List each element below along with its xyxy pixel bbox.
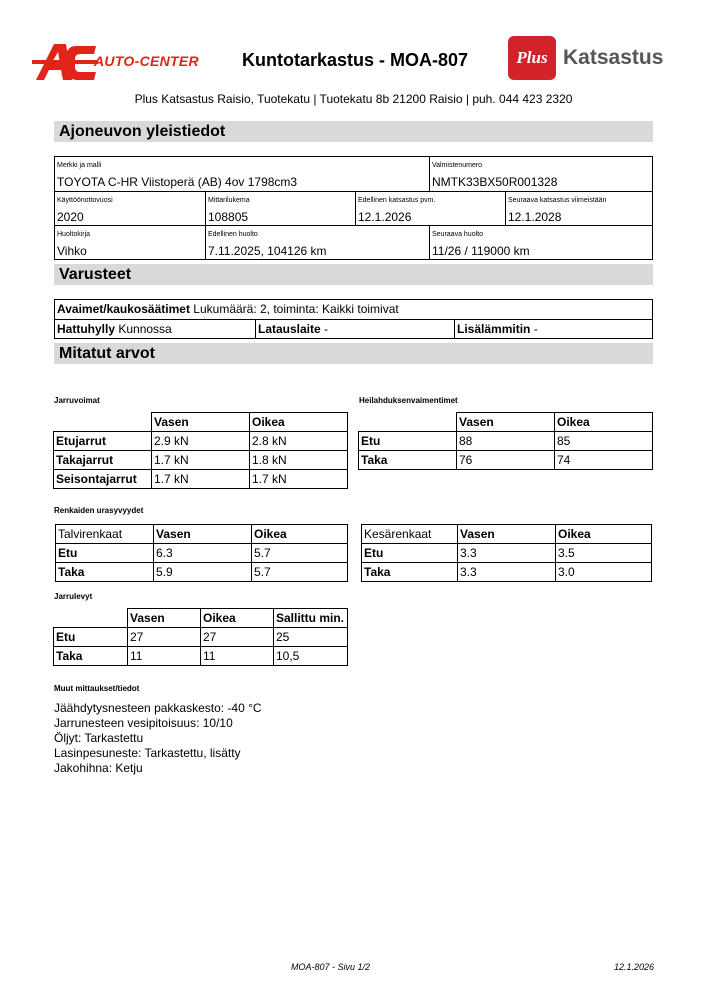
table-row [54, 609, 348, 628]
last-service-label: Edellinen huolto [208, 231, 258, 238]
brakes-col-right: Oikea [250, 413, 348, 432]
summer-tires-head: Kesärenkaat [362, 525, 458, 544]
winter-row-label: Etu [56, 544, 154, 563]
table-row [56, 563, 348, 582]
misc-line: Jäähdytysnesteen pakkaskesto: -40 °C [54, 701, 262, 715]
shocks-row-label: Etu [359, 432, 457, 451]
winter-col-left: Vasen [154, 525, 252, 544]
summer-right-value: 3.5 [556, 544, 652, 563]
page-header [30, 36, 675, 86]
document-title: Kuntotarkastus - MOA-807 [242, 50, 469, 70]
winter-right-value: 5.7 [252, 544, 348, 563]
discs-right-value: 27 [201, 628, 274, 647]
make-cell [55, 157, 429, 191]
winter-tires-table [55, 524, 348, 582]
shocks-col-left: Vasen [457, 413, 555, 432]
vin-value: NMTK33BX50R001328 [432, 175, 558, 189]
next-inspection-label: Seuraava katsastus viimeistään [508, 197, 607, 204]
auto-center-logo-text: AUTO-CENTER [94, 53, 199, 69]
odometer-value: 108805 [208, 210, 249, 224]
shocks-right-value: 74 [555, 451, 653, 470]
year-cell [55, 192, 205, 225]
heater-value: - [533, 322, 538, 336]
equipment-row [55, 300, 652, 319]
charger-value: - [324, 322, 329, 336]
shocks-table [358, 412, 653, 470]
brakes-col-left: Vasen [152, 413, 250, 432]
brakes-row-label: Etujarrut [54, 432, 152, 451]
discs-min-value: 10,5 [274, 647, 348, 666]
year-value: 2020 [57, 210, 84, 224]
brakes-right-value: 2.8 kN [250, 432, 348, 451]
table-row [54, 451, 348, 470]
summer-left-value: 3.3 [458, 544, 556, 563]
discs-col-left: Vasen [128, 609, 201, 628]
table-row [359, 432, 653, 451]
vehicle-info-row [55, 157, 652, 191]
section-title-measured: Mitatut arvot [54, 343, 653, 364]
winter-left-value: 6.3 [154, 544, 252, 563]
vin-cell [429, 157, 652, 191]
discs-col-min: Sallittu min. [274, 609, 348, 628]
last-service-cell [205, 226, 429, 259]
plus-logo-badge: Plus [508, 36, 556, 80]
next-service-label: Seuraava huolto [432, 231, 483, 238]
keys-value: Lukumäärä: 2, toiminta: Kaikki toimivat [193, 302, 399, 316]
summer-row-label: Taka [362, 563, 458, 582]
winter-tires-head: Talvirenkaat [56, 525, 154, 544]
table-row [359, 413, 653, 432]
misc-line: Lasinpesuneste: Tarkastettu, lisätty [54, 746, 241, 760]
rack-label: Hattuhylly [57, 322, 116, 336]
misc-title: Muut mittaukset/tiedot [54, 684, 140, 693]
shocks-title: Heilahduksenvaimentimet [359, 396, 458, 405]
last-inspection-label: Edellinen katsastus pvm. [358, 197, 436, 204]
table-row [362, 544, 652, 563]
heater-cell [454, 320, 652, 338]
next-inspection-value: 12.1.2028 [508, 210, 562, 224]
page-number: MOA-807 - Sivu 1/2 [291, 962, 371, 972]
summer-col-left: Vasen [458, 525, 556, 544]
misc-line: Jakohihna: Ketju [54, 761, 143, 775]
summer-col-right: Oikea [556, 525, 652, 544]
shocks-left-value: 76 [457, 451, 555, 470]
odometer-cell [205, 192, 355, 225]
table-row [54, 470, 348, 489]
rack-value: Kunnossa [118, 322, 172, 336]
winter-col-right: Oikea [252, 525, 348, 544]
footer-date: 12.1.2026 [614, 962, 655, 972]
servicebook-cell [55, 226, 205, 259]
misc-list [54, 701, 262, 776]
brakes-left-value: 2.9 kN [152, 432, 250, 451]
discs-right-value: 11 [201, 647, 274, 666]
tires-title: Renkaiden urasyvyydet [54, 506, 144, 515]
table-row [56, 525, 348, 544]
table-row [54, 647, 348, 666]
vehicle-info-row [55, 191, 652, 225]
brakes-left-value: 1.7 kN [152, 451, 250, 470]
table-row [362, 563, 652, 582]
make-value: TOYOTA C-HR Viistoperä (AB) 4ov 1798cm3 [57, 175, 298, 189]
table-row [362, 525, 652, 544]
shocks-left-value: 88 [457, 432, 555, 451]
brakes-row-label: Takajarrut [54, 451, 152, 470]
charger-label: Latauslaite [258, 322, 321, 336]
vehicle-info-row [55, 225, 652, 259]
equipment-row [55, 319, 652, 338]
winter-left-value: 5.9 [154, 563, 252, 582]
discs-left-value: 27 [128, 628, 201, 647]
odometer-label: Mittarilukema [208, 197, 250, 204]
misc-line: Öljyt: Tarkastettu [54, 731, 144, 745]
brakes-row-label: Seisontajarrut [54, 470, 152, 489]
table-row [54, 413, 348, 432]
table-row [54, 432, 348, 451]
winter-row-label: Taka [56, 563, 154, 582]
discs-row-label: Etu [54, 628, 128, 647]
discs-table [53, 608, 348, 666]
vehicle-info-grid [54, 156, 653, 260]
discs-left-value: 11 [128, 647, 201, 666]
table-row [56, 544, 348, 563]
last-inspection-cell [355, 192, 505, 225]
equipment-table [54, 299, 653, 339]
brakes-right-value: 1.8 kN [250, 451, 348, 470]
keys-label: Avaimet/kaukosäätimet [57, 302, 190, 316]
summer-row-label: Etu [362, 544, 458, 563]
discs-col-right: Oikea [201, 609, 274, 628]
brakes-right-value: 1.7 kN [250, 470, 348, 489]
section-title-equipment: Varusteet [54, 264, 653, 285]
misc-line: Jarrunesteen vesipitoisuus: 10/10 [54, 716, 233, 730]
keys-cell [55, 300, 652, 319]
company-info: Plus Katsastus Raisio, Tuotekatu | Tuotekatu 8b 21200 Raisio | puh. 044 423 2320 [134, 92, 573, 106]
table-row [54, 628, 348, 647]
katsastus-logo-text: Katsastus [563, 46, 664, 69]
shocks-right-value: 85 [555, 432, 653, 451]
last-inspection-value: 12.1.2026 [358, 210, 412, 224]
next-service-value: 11/26 / 119000 km [432, 244, 530, 258]
shocks-row-label: Taka [359, 451, 457, 470]
summer-right-value: 3.0 [556, 563, 652, 582]
summer-tires-table [361, 524, 652, 582]
servicebook-value: Vihko [57, 244, 87, 258]
charger-cell [255, 320, 454, 338]
brakes-left-value: 1.7 kN [152, 470, 250, 489]
year-label: Käyttöönottovuosi [57, 197, 113, 204]
vin-label: Valmistenumero [432, 162, 483, 169]
brakes-title: Jarruvoimat [54, 396, 100, 405]
brakes-table [53, 412, 348, 489]
next-inspection-cell [505, 192, 652, 225]
rack-cell [55, 320, 255, 338]
make-label: Merkki ja malli [57, 162, 102, 169]
discs-title: Jarrulevyt [54, 592, 93, 601]
last-service-value: 7.11.2025, 104126 km [208, 244, 327, 258]
shocks-col-right: Oikea [555, 413, 653, 432]
next-service-cell [429, 226, 652, 259]
discs-row-label: Taka [54, 647, 128, 666]
summer-left-value: 3.3 [458, 563, 556, 582]
discs-min-value: 25 [274, 628, 348, 647]
section-title-general: Ajoneuvon yleistiedot [54, 121, 653, 142]
winter-right-value: 5.7 [252, 563, 348, 582]
servicebook-label: Huoltokirja [57, 231, 91, 238]
table-row [359, 451, 653, 470]
heater-label: Lisälämmitin [457, 322, 531, 336]
